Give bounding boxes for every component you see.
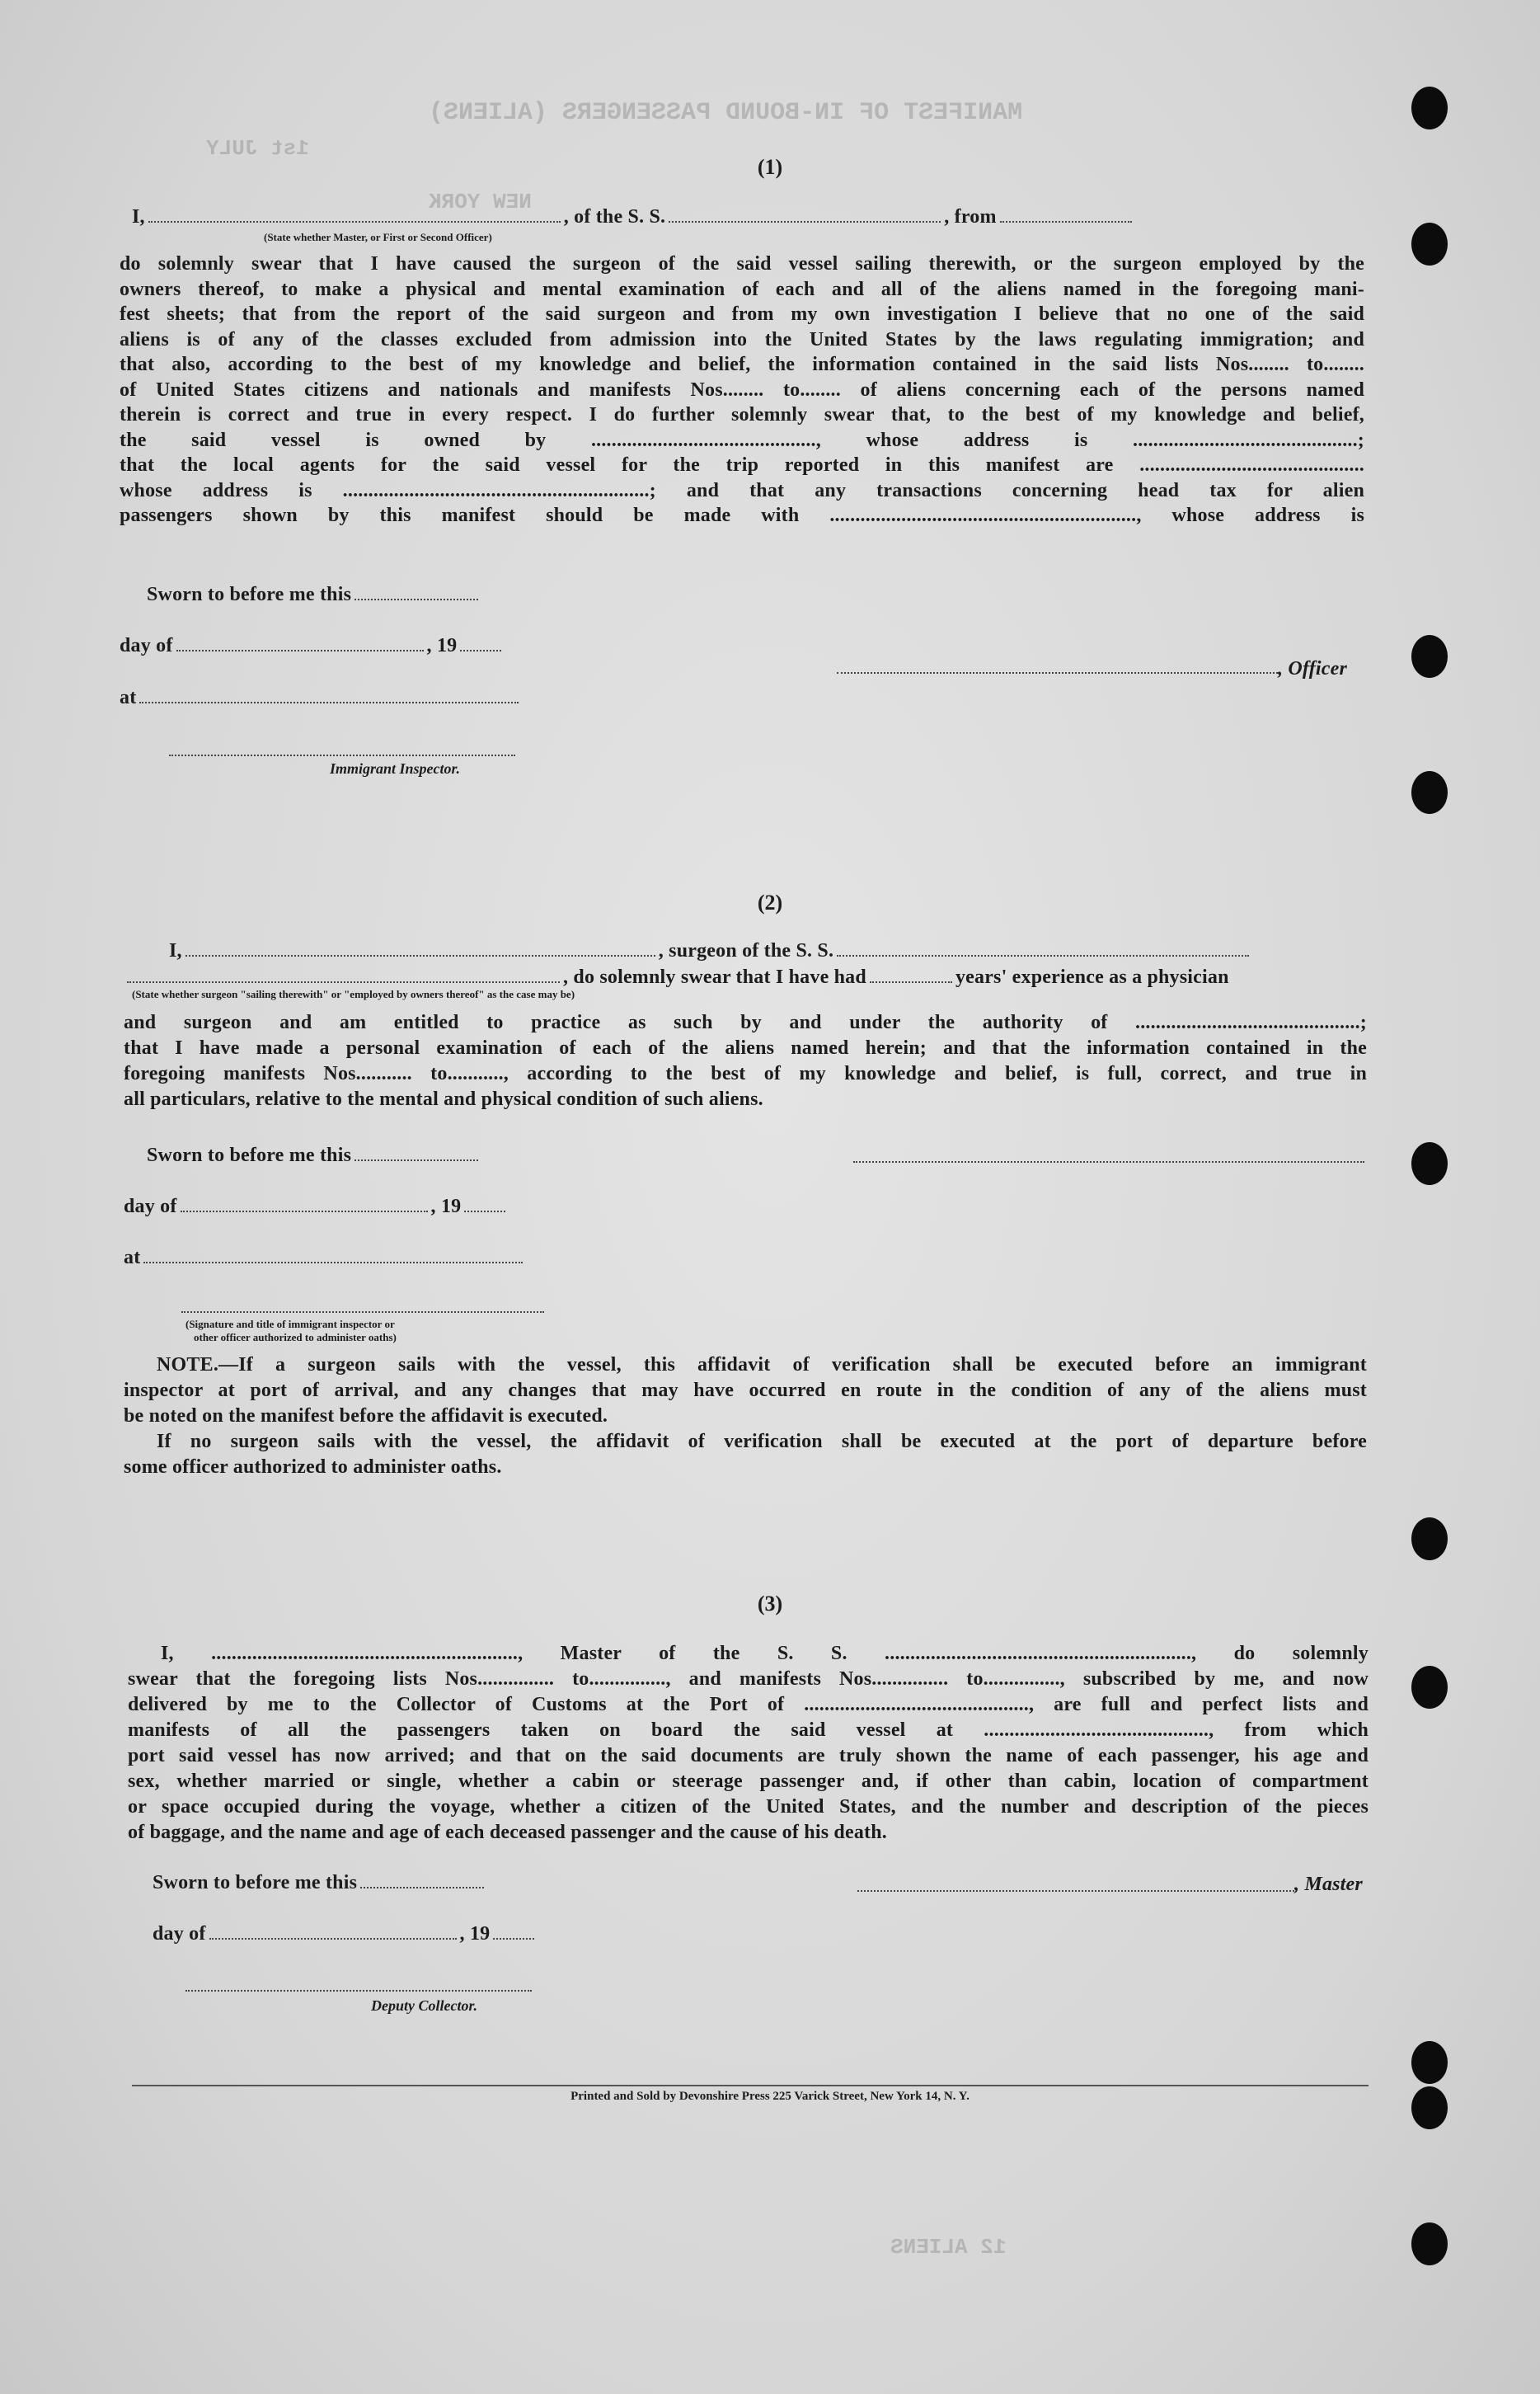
bleed-through-title: MANIFEST OF IN-BOUND PASSENGERS (ALIENS) [429, 99, 1023, 127]
paragraph-line: foregoing manifests Nos........... to..........., according to the best of my knowledge and belief, is full, correct, and true in [124, 1063, 1367, 1084]
of-ss-label: , of the S. S. [563, 206, 666, 228]
footer-rule [132, 2085, 1369, 2086]
at-line: at [120, 687, 522, 709]
paragraph-line: If no surgeon sails with the vessel, the affidavit of verification shall be executed at the port of departure before [157, 1431, 1367, 1452]
sworn-label: Sworn to before me this [147, 584, 481, 606]
section2-body [124, 1010, 1367, 1112]
section-number: (1) [757, 155, 783, 179]
punch-hole [1411, 2222, 1448, 2265]
section2-header-line: I, , surgeon of the S. S. [169, 940, 1364, 962]
day-of-line: day of , 19 [120, 635, 505, 657]
bleed-through-aliens: 12 ALIENS [890, 2235, 1007, 2260]
punch-hole [1411, 635, 1448, 678]
i-label: I, [132, 206, 145, 228]
inspector-label: Immigrant Inspector. [330, 760, 461, 777]
paragraph-line: the said vessel is owned by ............................................, whose address is ............................................; [120, 429, 1364, 451]
section1-body [120, 252, 1364, 529]
paragraph-line: manifests of all the passengers taken on board the said vessel at ............................................, from which [128, 1719, 1369, 1741]
punch-hole [1411, 2041, 1448, 2084]
day-of-line: day of , 19 [124, 1196, 509, 1218]
paragraph-line: some officer authorized to administer oaths. [124, 1456, 502, 1478]
paragraph-line: passengers shown by this manifest should be made with ............................................................, whose address is [120, 505, 1364, 526]
caption-signature-1: (Signature and title of immigrant inspector or [185, 1318, 395, 1330]
punch-hole [1411, 87, 1448, 129]
paragraph-line: inspector at port of arrival, and any changes that may have occurred en route in the condition of any of the aliens must [124, 1380, 1367, 1401]
paragraph-line: or space occupied during the voyage, whether a citizen of the United States, and the number and description of the pieces [128, 1796, 1369, 1818]
collector-label: Deputy Collector. [371, 1997, 477, 2014]
punch-hole [1411, 1517, 1448, 1560]
inspector-signature-line [169, 755, 515, 756]
printer-footer: Printed and Sold by Devonshire Press 225 Varick Street, New York 14, N. Y. [570, 2090, 970, 2103]
paragraph-line: sex, whether married or single, whether a cabin or steerage passenger and, if other than cabin, location of compartment [128, 1771, 1369, 1792]
punch-hole [1411, 1142, 1448, 1185]
master-signature-line [857, 1890, 1294, 1892]
punch-hole [1411, 223, 1448, 266]
paragraph-line: swear that the foregoing lists Nos............... to..............., and manifests Nos............... to..............., subscribed by me, and now [128, 1668, 1369, 1690]
caption-surgeon: (State whether surgeon "sailing therewith" or "employed by owners thereof" as the case may be) [132, 988, 575, 1000]
caption-signature-2: other officer authorized to administer oaths) [194, 1331, 397, 1343]
from-label: , from [944, 206, 997, 228]
sworn-label: Sworn to before me this [153, 1872, 487, 1894]
paragraph-line: fest sheets; that from the report of the said surgeon and from my own investigation I believe that no one of the said [120, 303, 1364, 325]
section1-header-line [132, 206, 1369, 228]
bleed-through-date: 1st JULY [206, 136, 309, 161]
officer-signature-line [837, 672, 1278, 674]
inspector-signature-line [181, 1311, 544, 1313]
paragraph-line: all particulars, relative to the mental and physical condition of such aliens. [124, 1089, 763, 1110]
paragraph-line: of baggage, and the name and age of each deceased passenger and the cause of his death. [128, 1822, 887, 1843]
section3-body [128, 1641, 1369, 1846]
paragraph-line: do solemnly swear that I have caused the surgeon of the said vessel sailing therewith, or the surgeon employed by the [120, 253, 1364, 275]
section-number: (3) [757, 1592, 783, 1616]
section2-swear-line: , do solemnly swear that I have had years' experience as a physician [124, 967, 1369, 989]
punch-hole [1411, 1666, 1448, 1709]
paragraph-line: delivered by me to the Collector of Customs at the Port of ............................................, are full and perfect lists and [128, 1694, 1369, 1715]
paragraph-line: and surgeon and am entitled to practice as such by and under the authority of ............................................; [124, 1012, 1367, 1033]
sworn-label: Sworn to before me this [147, 1145, 481, 1167]
section-number: (2) [757, 891, 783, 915]
paragraph-line: that I have made a personal examination of each of the aliens named herein; and that the information contained in the [124, 1037, 1367, 1059]
paragraph-line: that also, according to the best of my knowledge and belief, the information contained in the said lists Nos........ to........ [120, 354, 1364, 375]
bleed-through-place: NEW YORK [429, 190, 532, 214]
paragraph-line: therein is correct and true in every respect. I do further solemnly swear that, to the best of my knowledge and belief, [120, 404, 1364, 426]
paragraph-line: be noted on the manifest before the affidavit is executed. [124, 1405, 608, 1427]
paragraph-line: whose address is ............................................................; and that any transactions concerning head tax for alien [120, 479, 1364, 501]
paragraph-line: owners thereof, to make a physical and mental examination of each and all of the aliens named in the foregoing mani- [120, 278, 1364, 300]
master-label: , Master [1294, 1874, 1363, 1895]
at-line: at [124, 1247, 526, 1269]
paragraph-line: aliens is of any of the classes excluded from admission into the United States by the laws regulating immigration; and [120, 328, 1364, 350]
paragraph-line: I, ............................................................, Master of the S. S. ............................................................, do solemnly [161, 1643, 1369, 1664]
paragraph-line: of United States citizens and nationals and manifests Nos........ to........ of aliens concerning each of the persons named [120, 379, 1364, 401]
paragraph-line: that the local agents for the said vessel for the trip reported in this manifest are ............................................ [120, 454, 1364, 476]
paragraph-line: port said vessel has now arrived; and that on the said documents are truly shown the name of each passenger, his age and [128, 1745, 1369, 1766]
day-of-line: day of , 19 [153, 1923, 538, 1945]
signature-line [853, 1161, 1364, 1163]
collector-signature-line [185, 1990, 532, 1992]
paragraph-line: NOTE.—If a surgeon sails with the vessel, this affidavit of verification shall be executed before an immigrant [157, 1354, 1367, 1376]
caption-master: (State whether Master, or First or Second Officer) [264, 231, 492, 243]
punch-hole [1411, 771, 1448, 814]
note-block [124, 1352, 1367, 1480]
officer-label: , Officer [1278, 658, 1347, 680]
